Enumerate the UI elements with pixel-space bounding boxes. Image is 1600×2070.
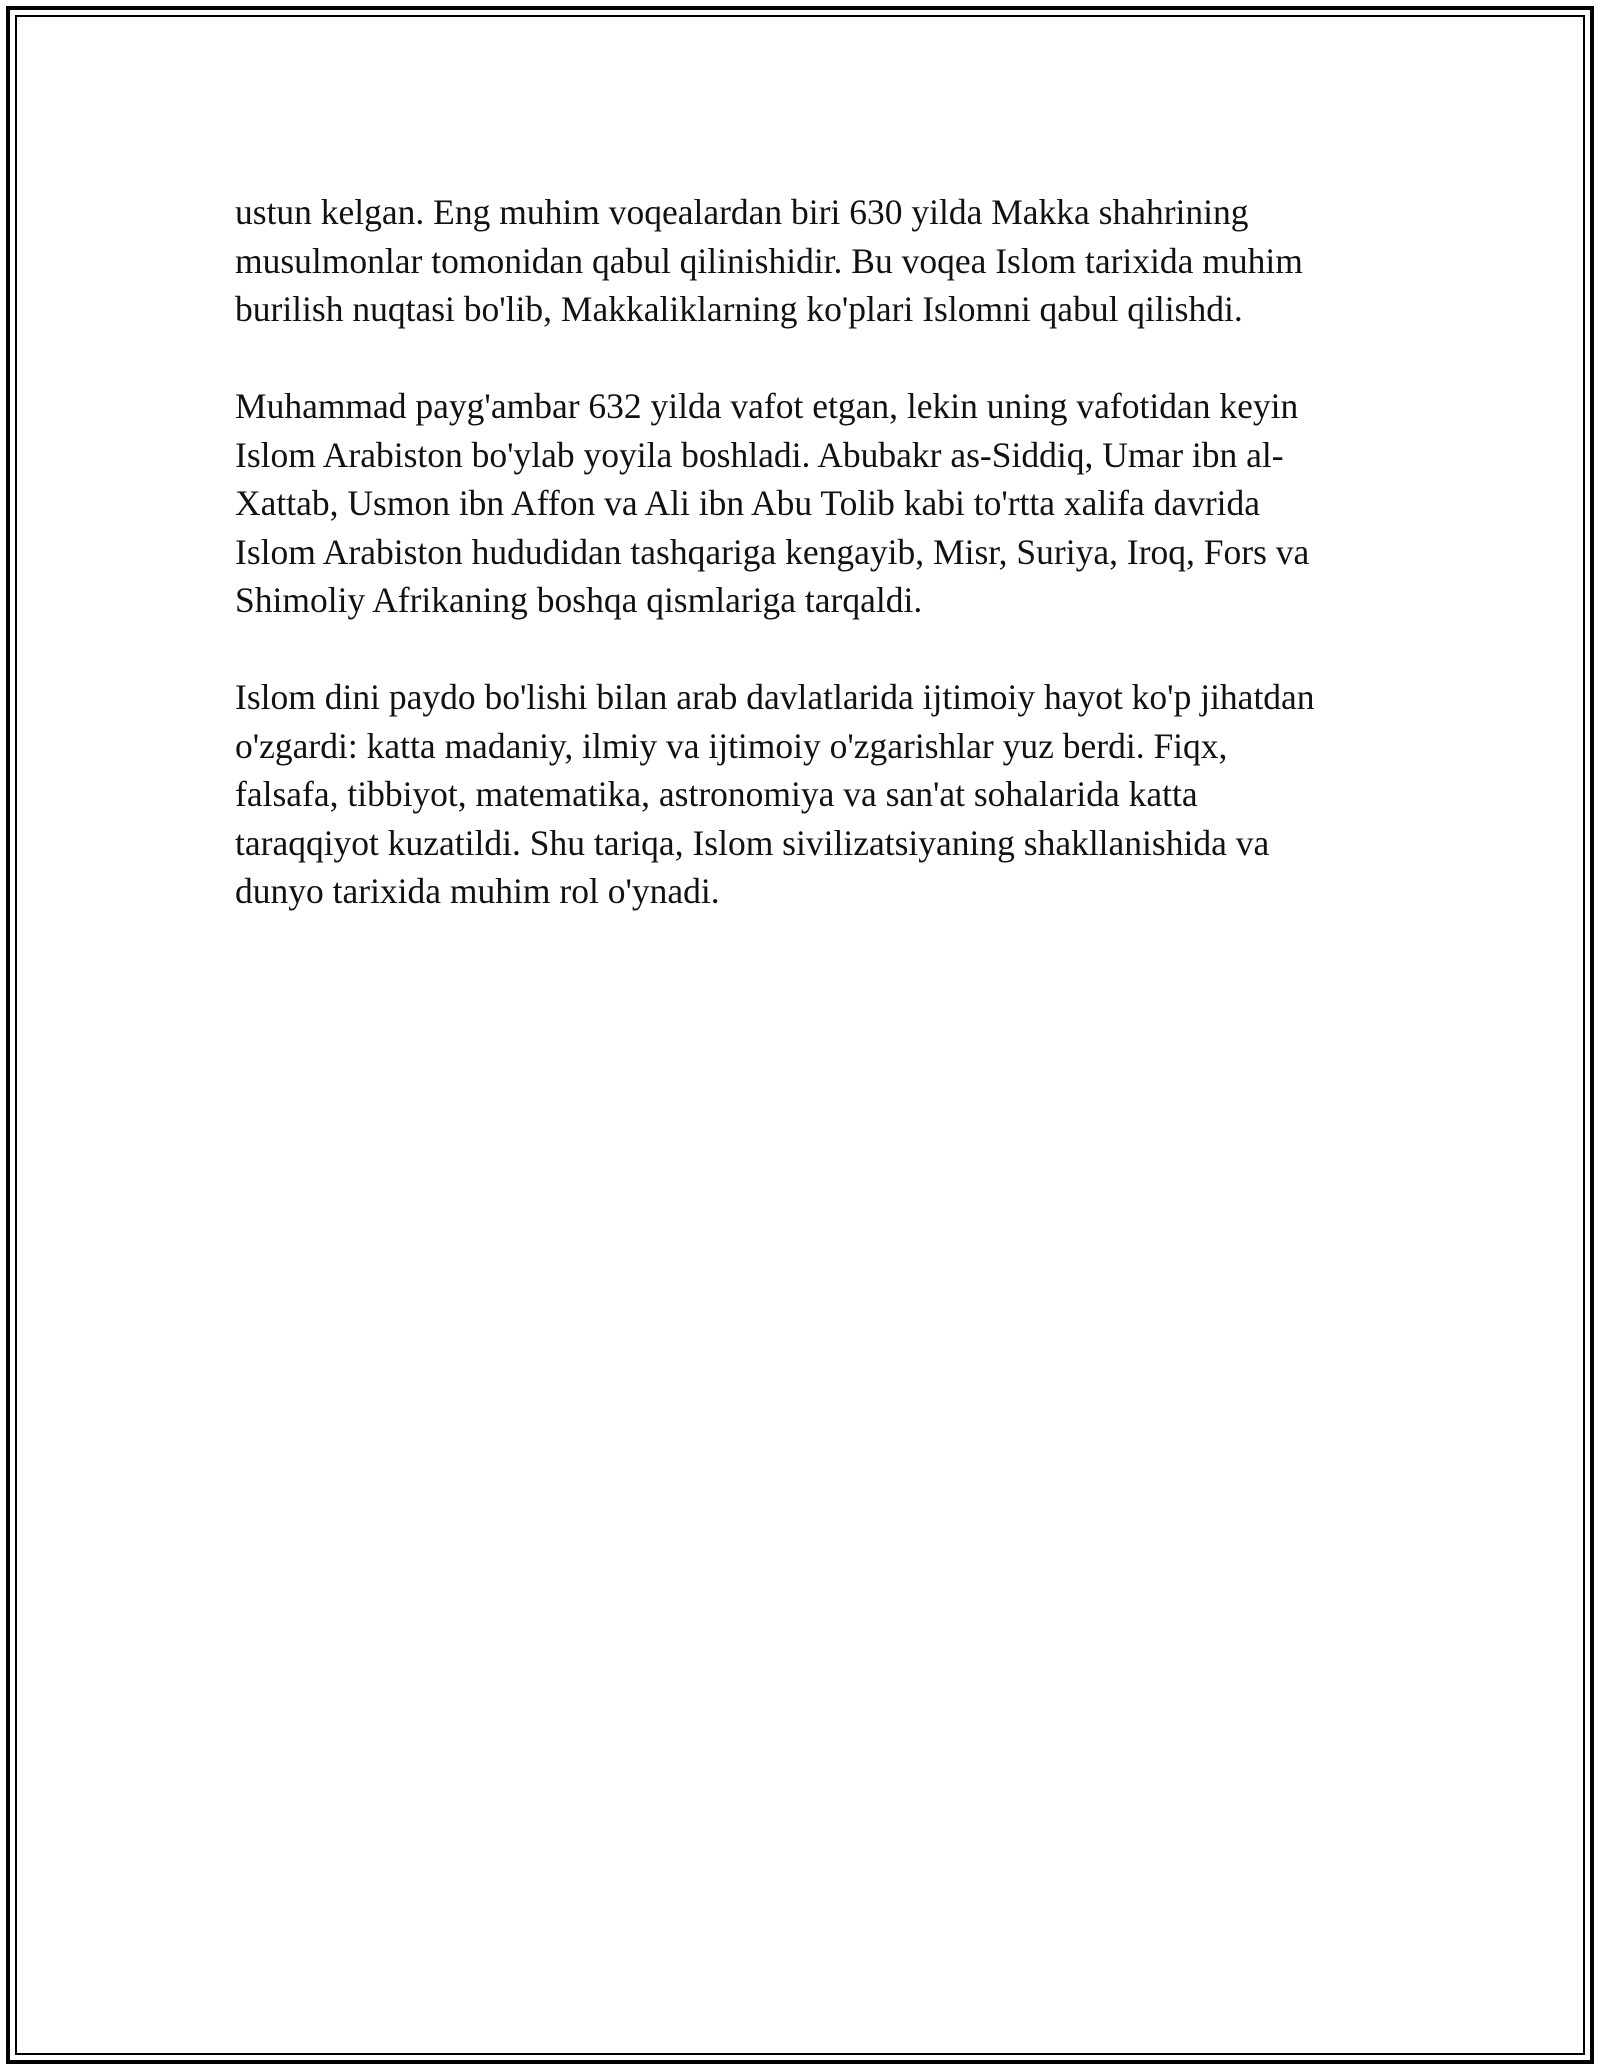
paragraph-line: Islom dini paydo bo'lishi bilan arab davlatlarida ijtimoiy hayot ko'p jihatdan [235, 677, 1315, 717]
document-body [235, 188, 1370, 916]
paragraph-line: dunyo tarixida muhim rol o'ynadi. [235, 871, 720, 911]
paragraph-3 [235, 673, 1370, 916]
paragraph-line: taraqqiyot kuzatildi. Shu tariqa, Islom sivilizatsiyaning shakllanishida va [235, 822, 1270, 863]
paragraph-line: ustun kelgan. Eng muhim voqealardan biri 630 yilda Makka shahrining [235, 192, 1249, 232]
paragraph-line: falsafa, tibbiyot, matematika, astronomiya va san'at sohalarida katta [235, 774, 1198, 814]
paragraph-line: Islom Arabiston bo'ylab yoyila boshladi. Abubakr as-Siddiq, Umar ibn al- [235, 434, 1284, 475]
paragraph-line: Muhammad payg'ambar 632 yilda vafot etgan, lekin uning vafotidan keyin [235, 386, 1299, 426]
paragraph-line: Islom Arabiston hududidan tashqariga kengayib, Misr, Suriya, Iroq, Fors va [235, 531, 1310, 572]
paragraph-1 [235, 188, 1370, 334]
paragraph-2 [235, 382, 1370, 625]
paragraph-line: musulmonlar tomonidan qabul qilinishidir. Bu voqea Islom tarixida muhim [235, 240, 1303, 281]
paragraph-line: Xattab, Usmon ibn Affon va Ali ibn Abu Tolib kabi to'rtta xalifa davrida [235, 483, 1261, 523]
paragraph-line: Shimoliy Afrikaning boshqa qismlariga tarqaldi. [235, 580, 923, 620]
paragraph-line: burilish nuqtasi bo'lib, Makkaliklarning ko'plari Islomni qabul qilishdi. [235, 289, 1243, 329]
paragraph-line: o'zgardi: katta madaniy, ilmiy va ijtimoiy o'zgarishlar yuz berdi. Fiqx, [235, 725, 1228, 766]
